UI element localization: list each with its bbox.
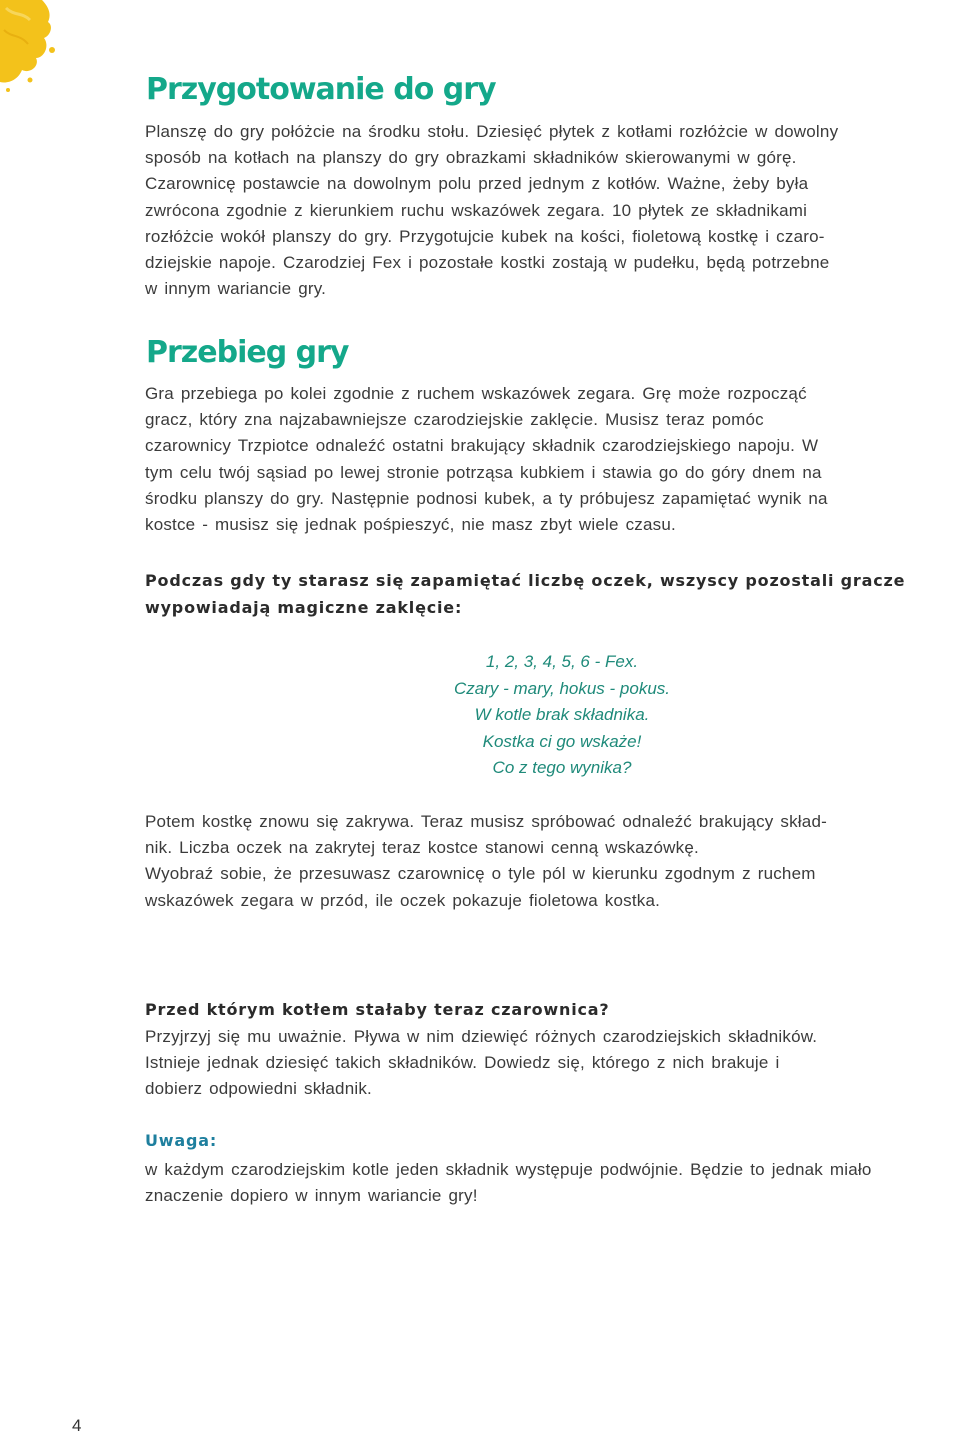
- text-line: w innym wariancie gry.: [145, 279, 327, 299]
- note-paragraph: [145, 1157, 955, 1209]
- text-line: Gra przebiega po kolei zgodnie z ruchem wskazówek zegara. Grę może rozpocząć: [145, 384, 807, 403]
- spell-line: W kotle brak składnika.: [474, 705, 650, 724]
- text-line: kostce - musisz się jednak pośpieszyć, nie masz zbyt wiele czasu.: [145, 515, 676, 535]
- yellow-paint-splash-icon: [0, 0, 60, 95]
- spell-line: Kostka ci go wskaże!: [482, 731, 642, 751]
- text-line: Potem kostkę znowu się zakrywa. Teraz musisz spróbować odnaleźć brakujący skład-: [145, 812, 827, 831]
- text-line: środku planszy do gry. Następnie podnosi kubek, a ty próbujesz zapamiętać wynik na: [145, 488, 828, 508]
- text-line: zwrócona zgodnie z kierunkiem ruchu wskazówek zegara. 10 płytek ze składnikami: [145, 200, 808, 220]
- magic-spell: [380, 649, 744, 782]
- text-line: tym celu twój sąsiad po lewej stronie potrząsa kubkiem i stawia go do góry dnem na: [145, 462, 822, 482]
- gameplay-paragraph: [145, 381, 925, 538]
- text-line: dobierz odpowiedni składnik.: [145, 1079, 372, 1099]
- text-line: Istnieje jednak dziesięć takich składników. Dowiedz się, którego z nich brakuje i: [145, 1053, 780, 1073]
- note-label: Uwaga:: [145, 1131, 218, 1150]
- after-spell-paragraph: [145, 809, 925, 914]
- text-line: w każdym czarodziejskim kotle jeden składnik występuje podwójnie. Będzie to jednak miało: [145, 1160, 872, 1179]
- text-line: czarownicy Trzpiotce odnaleźć ostatni brakujący składnik czarodziejskiego napoju. W: [145, 436, 819, 456]
- spell-line: Czary - mary, hokus - pokus.: [453, 678, 671, 698]
- spell-intro-line: wypowiadają magiczne zaklęcie:: [145, 598, 463, 617]
- spell-intro-line: Podczas gdy ty starasz się zapamiętać liczbę oczek, wszyscy pozostali gracze: [145, 571, 906, 590]
- text-line: gracz, który zna najzabawniejsze czarodziejskie zaklęcie. Musisz teraz pomóc: [145, 410, 764, 430]
- text-line: Czarownicę postawcie na dowolnym polu przed jednym z kotłów. Ważne, żeby była: [145, 174, 809, 194]
- text-line: sposób na kotłach na planszy do gry obrazkami składników skierowanymi w górę.: [145, 148, 797, 168]
- text-line: nik. Liczba oczek na zakrytej teraz kostce stanowi cenną wskazówkę.: [145, 838, 699, 858]
- page-number: 4: [72, 1416, 82, 1435]
- text-line: Przyjrzyj się mu uważnie. Pływa w nim dziewięć różnych czarodziejskich składników.: [145, 1027, 818, 1046]
- text-line: rozłóżcie wokół planszy do gry. Przygotujcie kubek na kości, fioletową kostkę i czaro-: [145, 226, 825, 246]
- text-line: Planszę do gry połóżcie na środku stołu. Dziesięć płytek z kotłami rozłóżcie w dowolny: [145, 122, 839, 141]
- text-line: wskazówek zegara w przód, ile oczek pokazuje fioletowa kostka.: [145, 890, 661, 910]
- spell-line: 1, 2, 3, 4, 5, 6 - Fex.: [485, 652, 639, 671]
- preparation-paragraph: [145, 119, 925, 302]
- question-paragraph: [145, 1024, 925, 1103]
- text-line: dziejskie napoje. Czarodziej Fex i pozostałe kostki zostają w pudełku, będą potrzebne: [145, 253, 830, 273]
- text-line: Wyobraź sobie, że przesuwasz czarownicę o tyle pól w kierunku zgodnym z ruchem: [145, 864, 816, 884]
- question-title: Przed którym kotłem stałaby teraz czarownica?: [145, 1000, 610, 1019]
- section-heading-preparation: Przygotowanie do gry: [146, 72, 496, 107]
- section-heading-gameplay: Przebieg gry: [146, 335, 349, 370]
- text-line: znaczenie dopiero w innym wariancie gry!: [145, 1186, 478, 1206]
- spell-line: Co z tego wynika?: [492, 758, 632, 777]
